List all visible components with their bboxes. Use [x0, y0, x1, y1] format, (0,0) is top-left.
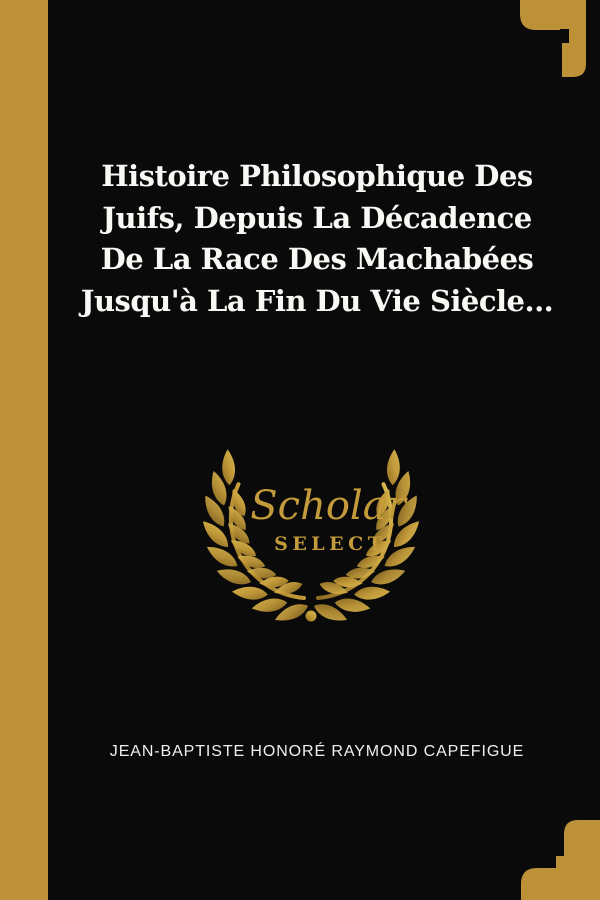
book-title	[40, 156, 594, 322]
logo-script-text: Scholar	[250, 483, 406, 529]
bottom-right-corner-ornament	[521, 820, 600, 900]
scholar-select-logo	[181, 432, 441, 632]
gold-spine-strip	[0, 0, 48, 900]
top-right-corner-ornament	[520, 0, 588, 78]
title-line: De La Race Des Machabées	[100, 242, 534, 276]
title-line: Jusqu'à La Fin Du Vie Siècle...	[80, 283, 554, 318]
logo-caps-text: SELECT	[274, 533, 387, 555]
title-line: Histoire Philosophique Des	[101, 159, 533, 193]
author-name: JEAN-BAPTISTE HONORÉ RAYMOND CAPEFIGUE	[109, 743, 525, 760]
title-line: Juifs, Depuis La Décadence	[102, 200, 532, 235]
